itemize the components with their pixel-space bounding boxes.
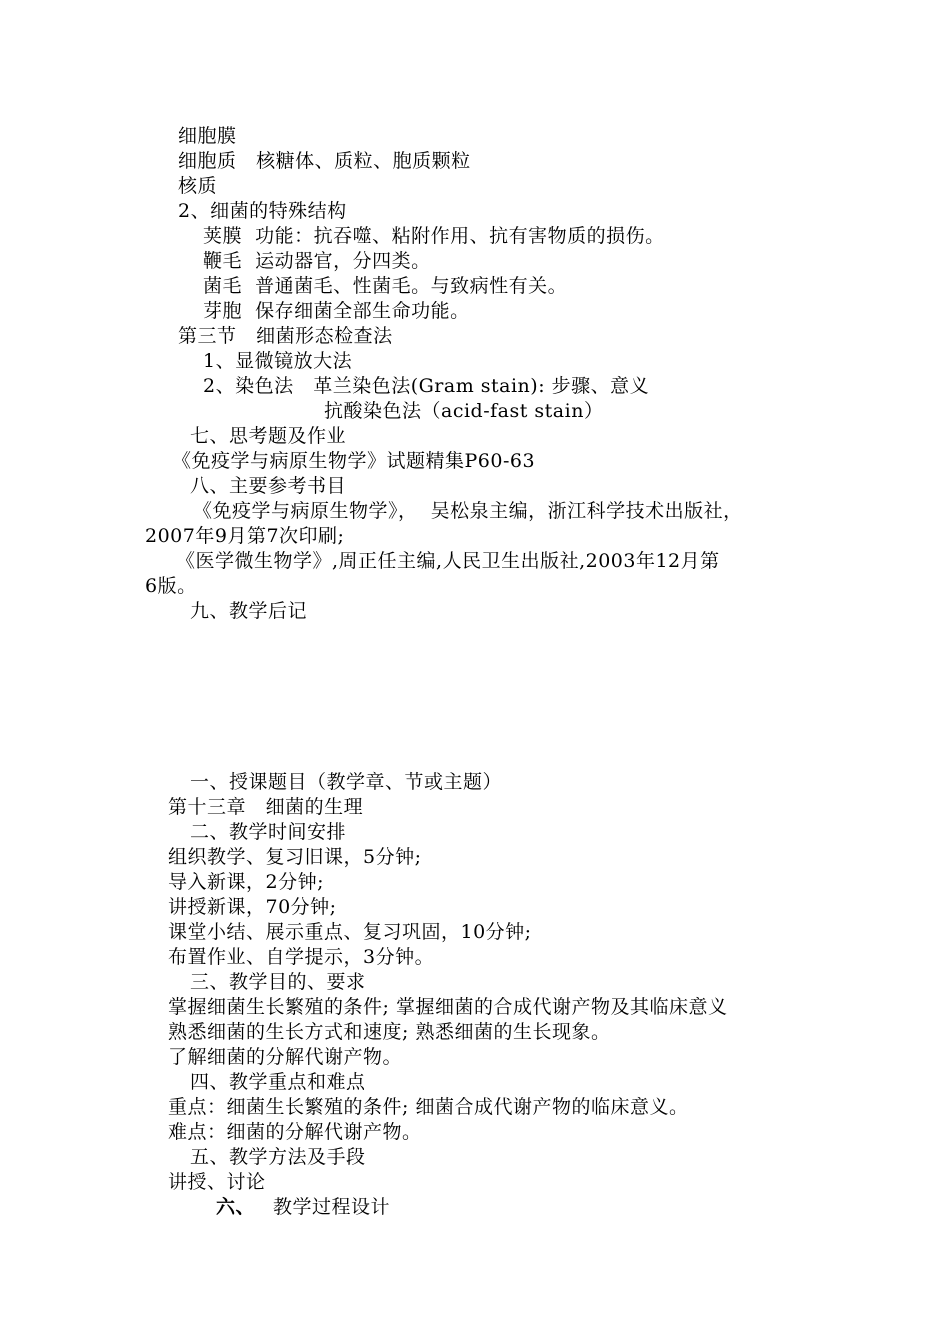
line-acid-fast: 抗酸染色法（acid-fast stain） [324, 400, 604, 422]
line-spore: 芽胞 保存细菌全部生命功能。 [203, 300, 470, 322]
line-exercise-book: 《免疫学与病原生物学》试题精集P60-63 [172, 450, 536, 472]
section-heading-3: 第三节 细菌形态检查法 [178, 325, 393, 347]
heading-homework: 七、思考题及作业 [190, 425, 347, 447]
heading-objectives: 三、教学目的、要求 [190, 971, 366, 993]
heading-postscript: 九、教学后记 [190, 600, 308, 622]
objective-familiar: 熟悉细菌的生长方式和速度; 熟悉细菌的生长现象。 [168, 1021, 611, 1043]
reference-1-line-1: 《免疫学与病原生物学》， 吴松泉主编，浙江科学技术出版社， [193, 500, 743, 522]
objective-understand: 了解细菌的分解代谢产物。 [168, 1046, 403, 1068]
key-point: 重点：细菌生长繁殖的条件; 细菌合成代谢产物的临床意义。 [168, 1096, 689, 1118]
line-nucleoid: 核质 [178, 175, 218, 197]
methods-text: 讲授、讨论 [168, 1171, 266, 1193]
line-cytoplasm: 细胞质 核糖体、质粒、胞质颗粒 [178, 150, 471, 172]
line-capsule: 荚膜 功能：抗吞噬、粘附作用、抗有害物质的损伤。 [203, 225, 665, 247]
line-microscope: 1、显微镜放大法 [203, 350, 353, 372]
objective-master: 掌握细菌生长繁殖的条件; 掌握细菌的合成代谢产物及其临床意义 [168, 996, 728, 1018]
schedule-item-4: 课堂小结、展示重点、复习巩固，10分钟; [168, 921, 532, 943]
difficult-point: 难点：细菌的分解代谢产物。 [168, 1121, 422, 1143]
heading-time-schedule: 二、教学时间安排 [190, 821, 347, 843]
heading-methods: 五、教学方法及手段 [190, 1146, 366, 1168]
schedule-item-2: 导入新课，2分钟; [168, 871, 324, 893]
line-gram-stain: 2、染色法 革兰染色法(Gram stain): 步骤、意义 [203, 375, 650, 397]
schedule-item-3: 讲授新课，70分钟; [168, 896, 337, 918]
heading-process-design: 教学过程设计 [273, 1196, 391, 1218]
heading-key-points: 四、教学重点和难点 [190, 1071, 366, 1093]
reference-2-line-2: 6版。 [145, 575, 197, 597]
line-special-structure: 2、细菌的特殊结构 [178, 200, 347, 222]
schedule-item-1: 组织教学、复习旧课，5分钟; [168, 846, 422, 868]
line-flagella: 鞭毛 运动器官，分四类。 [203, 250, 431, 272]
line-pili: 菌毛 普通菌毛、性菌毛。与致病性有关。 [203, 275, 568, 297]
schedule-item-5: 布置作业、自学提示，3分钟。 [168, 946, 435, 968]
heading-references: 八、主要参考书目 [190, 475, 347, 497]
line-cell-membrane: 细胞膜 [178, 125, 237, 147]
reference-2-line-1: 《医学微生物学》,周正任主编,人民卫生出版社,2003年12月第 [176, 550, 720, 572]
chapter-title: 第十三章 细菌的生理 [168, 796, 364, 818]
reference-1-line-2: 2007年9月第7次印刷; [145, 525, 345, 547]
heading-process-number: 六、 [216, 1196, 256, 1218]
heading-topic: 一、授课题目（教学章、节或主题） [190, 771, 503, 793]
